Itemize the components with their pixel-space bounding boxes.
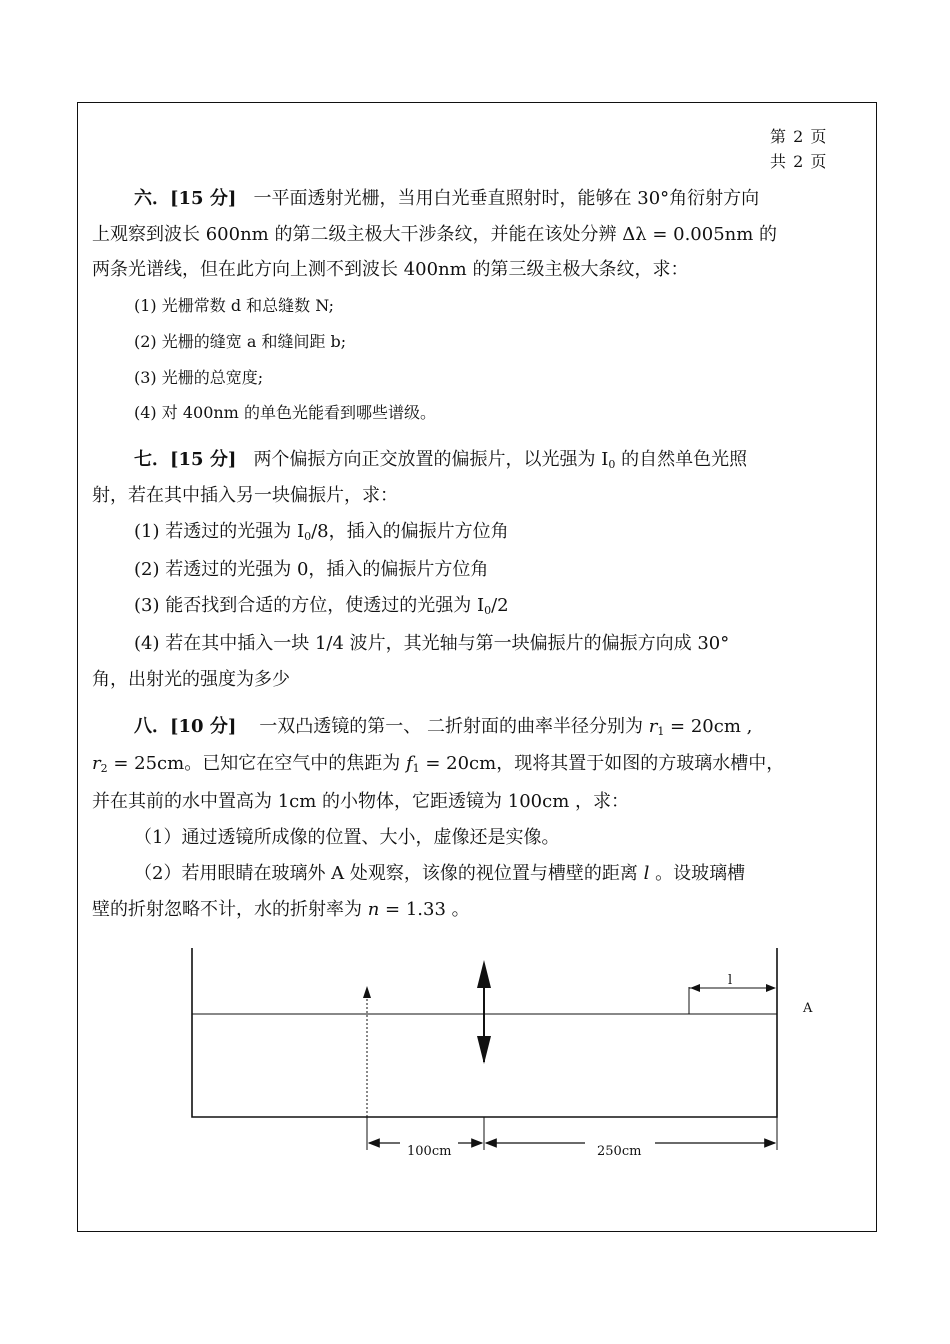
q8-text-4: 壁的折射忽略不计，水的折射率为 (92, 899, 362, 920)
q7-item-1a: (1) 若透过的光强为 I (134, 521, 305, 542)
lens-top-arrow-icon (477, 960, 491, 988)
q8-n-eq: = 1.33 。 (379, 899, 470, 920)
q7-item-3-sub: 0 (484, 604, 492, 617)
q7-text-1: 两个偏振方向正交放置的偏振片，以光强为 I (253, 449, 609, 470)
q6-delta: Δλ = 0.005nm 的 (622, 224, 778, 245)
q6-text-2: 上观察到波长 600nm 的第二级主极大干涉条纹，并能在该处分辨 (92, 224, 617, 245)
q7-sub-0: 0 (608, 458, 616, 471)
q8-r2-eq: = 25cm (107, 753, 185, 774)
q8-header: 八．[10 分] (134, 716, 237, 737)
q8-text-1: 一双凸透镜的第一、 二折射面的曲率半径分别为 (259, 716, 643, 737)
q8-f1-eq: = 20cm (419, 753, 497, 774)
q6-text-1: 一平面透射光栅，当用白光垂直照射时，能够在 30°角衍射方向 (253, 188, 760, 209)
lens-bottom-arrow-icon (477, 1036, 491, 1064)
q8-n: n (367, 899, 380, 920)
q7-item-4: (4) 若在其中插入一块 1/4 波片，其光轴与第一块偏振片的偏振方向成 30° (134, 633, 730, 654)
q8-sub-2a: （2）若用眼睛在玻璃外 A 处观察，该像的视位置与槽壁的距离 (134, 863, 638, 884)
q8-text-2a: 。已知它在空气中的焦距为 (184, 753, 401, 774)
q8-r2-sub: 2 (100, 762, 108, 775)
dim-label-100: 100cm (407, 1144, 452, 1159)
q7-item-1-sub: 0 (304, 530, 312, 543)
q7-item-3a: (3) 能否找到合适的方位，使透过的光强为 I (134, 595, 485, 616)
object-arrow-icon (363, 986, 371, 998)
q8-r2: r (92, 753, 101, 774)
q8-r1-sub: 1 (657, 725, 665, 738)
q8-sub-1: （1）通过透镜所成像的位置、大小，虚像还是实像。 (134, 827, 560, 848)
q8-line-3: 并在其前的水中置高为 1cm 的小物体，它距透镜为 100cm ，求： (92, 791, 629, 812)
page-number: 第 2 页 (770, 127, 828, 146)
q7-line-2: 射，若在其中插入另一块偏振片，求： (92, 485, 398, 506)
q6-item-3: (3) 光栅的总宽度; (134, 368, 264, 387)
page-total: 共 2 页 (770, 152, 828, 171)
q6-item-1: (1) 光栅常数 d 和总缝数 N; (134, 296, 335, 315)
q7-item-2: (2) 若透过的光强为 0，插入的偏振片方位角 (134, 559, 489, 580)
label-l: l (728, 973, 733, 988)
q7-header: 七．[15 分] (134, 449, 237, 470)
q7-item-1b: /8，插入的偏振片方位角 (311, 521, 509, 542)
q8-f1-sub: 1 (412, 762, 420, 775)
q7-text-1b: 的自然单色光照 (621, 449, 748, 470)
label-a: A (803, 1001, 813, 1016)
q8-sub-2b: 。设玻璃槽 (655, 863, 746, 884)
q8-r1-eq: = 20cm , (664, 716, 753, 737)
q8-sub-2-l: l (643, 863, 650, 884)
q7-item-3b: /2 (491, 595, 509, 616)
q6-header: 六．[15 分] (134, 188, 237, 209)
q8-r1: r (648, 716, 658, 737)
q6-item-2: (2) 光栅的缝宽 a 和缝间距 b; (134, 332, 347, 351)
q8-text-2b: ，现将其置于如图的方玻璃水槽中， (496, 753, 785, 774)
dim-label-250: 250cm (597, 1144, 642, 1159)
q8-f1: f (405, 753, 413, 774)
q7-item-4-cont: 角，出射光的强度为多少 (92, 669, 290, 690)
q6-item-4: (4) 对 400nm 的单色光能看到哪些谱级。 (134, 403, 436, 422)
q6-line-3: 两条光谱线，但在此方向上测不到波长 400nm 的第三级主极大条纹，求： (92, 259, 689, 280)
